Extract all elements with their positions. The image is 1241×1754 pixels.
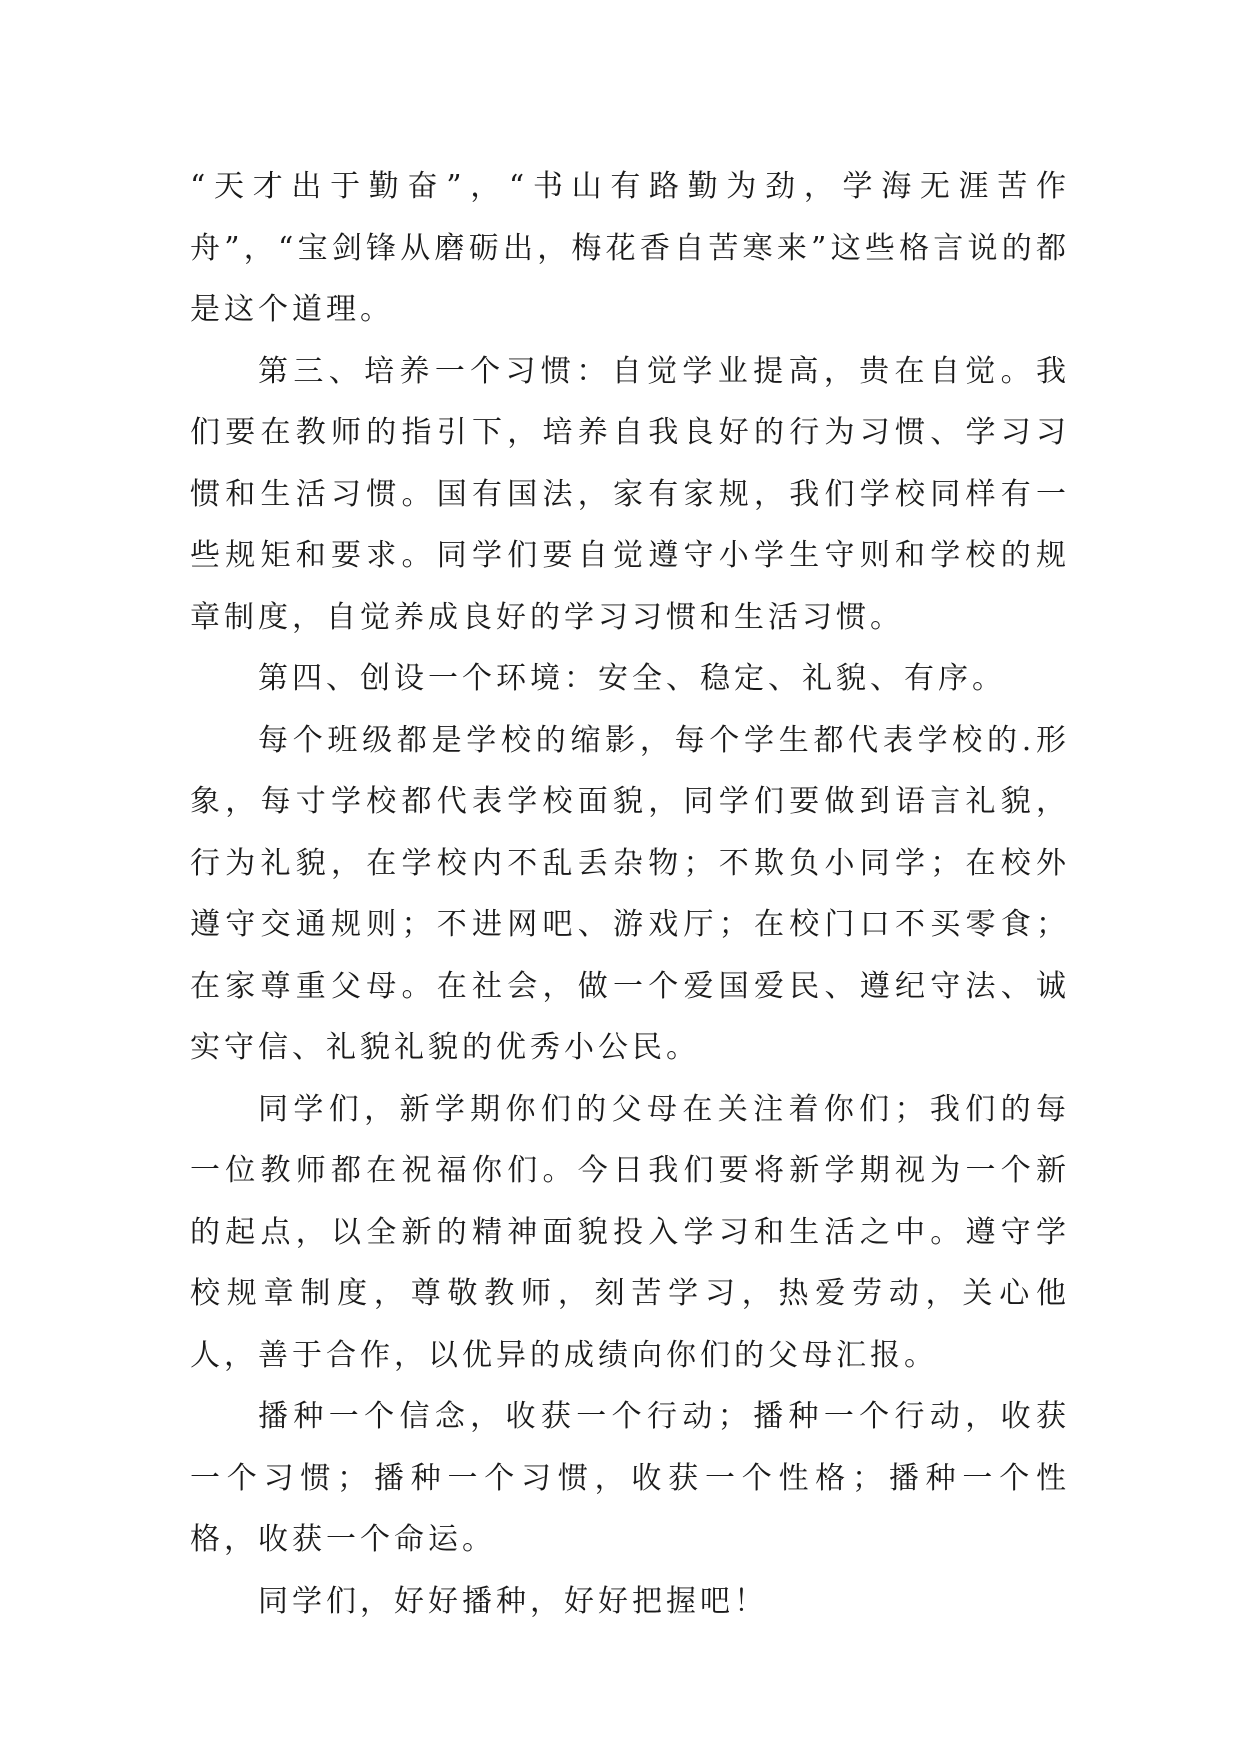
document-body xyxy=(190,156,1070,1632)
paragraph-closing: 同学们，好好播种，好好把握吧！ xyxy=(258,1583,768,1619)
paragraph-habit: 第三、培养一个习惯：自觉学业提高，贵在自觉。我们要在教师的指引下，培养自我良好的行为习惯、学习习惯和生活习惯。国有国法，家有家规，我们学校同样有一些规矩和要求。同学们要自觉遵守小学生守则和学校的规章制度，自觉养成良好的学习习惯和生活习惯。 xyxy=(190,353,1070,635)
paragraph-environment: 第四、创设一个环境：安全、稳定、礼貌、有序。 xyxy=(258,661,1006,696)
paragraph-new-semester: 同学们，新学期你们的父母在关注着你们；我们的每一位教师都在祝福你们。今日我们要将新学期视为一个新的起点，以全新的精神面貌投入学习和生活之中。遵守学校规章制度，尊敬教师，刻苦学习，热爱劳动，关心他人，善于合作，以优异的成绩向你们的父母汇报。 xyxy=(190,1091,1070,1373)
paragraph-quotes: “天才出于勤奋”，“书山有路勤为劲，学海无涯苦作舟”，“宝剑锋从磨砺出，梅花香自苦寒来”这些格言说的都是这个道理。 xyxy=(190,169,1070,327)
paragraph-sowing: 播种一个信念，收获一个行动；播种一个行动，收获一个习惯；播种一个习惯，收获一个性格；播种一个性格，收获一个命运。 xyxy=(190,1399,1070,1557)
paragraph-class-image: 每个班级都是学校的缩影，每个学生都代表学校的.形象，每寸学校都代表学校面貌，同学们要做到语言礼貌，行为礼貌，在学校内不乱丢杂物；不欺负小同学；在校外遵守交通规则；不进网吧、游戏厅；在校门口不买零食；在家尊重父母。在社会，做一个爱国爱民、遵纪守法、诚实守信、礼貌礼貌的优秀小公民。 xyxy=(190,722,1070,1065)
